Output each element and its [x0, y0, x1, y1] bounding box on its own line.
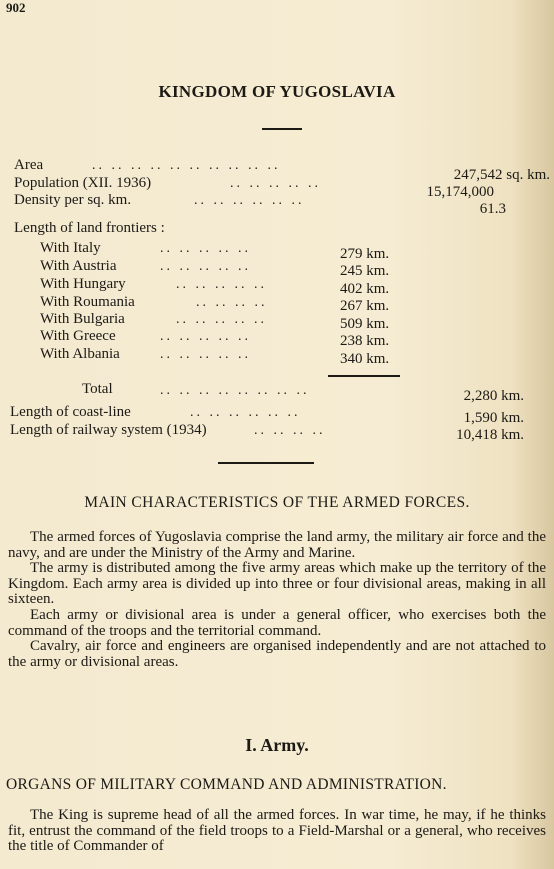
frontiers-label: Length of land frontiers : — [14, 220, 165, 236]
body-text-continued — [8, 808, 546, 855]
leader-dots: .. .. .. .. — [254, 423, 326, 438]
frontier-value: 402 km. — [340, 281, 390, 297]
density-label: Density per sq. km. — [14, 192, 132, 208]
frontier-value: 509 km. — [340, 316, 390, 332]
frontier-label: With Roumania — [40, 294, 135, 310]
population-value: 15,174,000 — [426, 184, 494, 200]
leader-dots: .. .. .. .. .. .. — [194, 193, 305, 208]
railway-label: Length of railway system (1934) — [10, 422, 207, 438]
section-divider — [218, 462, 314, 464]
leader-dots: .. .. .. .. .. — [160, 259, 251, 274]
frontier-label: With Bulgaria — [40, 311, 125, 327]
paragraph: The armed forces of Yugoslavia comprise the land army, the military air force and the navy, and are under the Ministry of the Army and Marine. — [8, 529, 546, 561]
body-text — [8, 530, 546, 670]
coast-value: 1,590 km. — [463, 410, 524, 426]
org-heading: ORGANS OF MILITARY COMMAND AND ADMINISTRATION. — [6, 776, 447, 793]
railway-value: 10,418 km. — [456, 427, 524, 443]
sum-rule — [328, 375, 400, 377]
paragraph: The army is distributed among the five army areas which make up the territory of the Kingdom. Each army area is divided up into three or four divisional areas, making in all sixteen. — [8, 560, 546, 608]
leader-dots: .. .. .. .. .. .. — [190, 405, 301, 420]
frontier-label: With Italy — [40, 240, 101, 256]
leader-dots: .. .. .. .. — [196, 295, 268, 310]
frontier-value: 245 km. — [340, 263, 390, 279]
leader-dots: .. .. .. .. .. — [176, 277, 267, 292]
leader-dots: .. .. .. .. .. — [160, 329, 251, 344]
coast-label: Length of coast-line — [10, 404, 131, 420]
frontier-label: With Greece — [40, 328, 116, 344]
total-value: 2,280 km. — [463, 388, 524, 404]
frontier-label: With Austria — [40, 258, 117, 274]
leader-dots: .. .. .. .. .. — [160, 347, 251, 362]
frontier-label: With Albania — [40, 346, 120, 362]
density-value: 61.3 — [479, 201, 506, 217]
frontier-value: 279 km. — [340, 246, 390, 262]
leader-dots: .. .. .. .. .. — [160, 241, 251, 256]
paragraph: The King is supreme head of all the armed forces. In war time, he may, if he thinks fit, entrust the command of the field troops to a Field-Marshal or a general, who receives the title of Commander of — [8, 807, 546, 855]
page-number: 902 — [6, 0, 26, 15]
population-label: Population (XII. 1936) — [14, 175, 152, 191]
frontier-value: 238 km. — [340, 333, 390, 349]
area-value: 247,542 sq. km. — [453, 167, 550, 183]
frontier-value: 340 km. — [340, 351, 390, 367]
army-heading: I. Army. — [245, 735, 309, 755]
leader-dots: .. .. .. .. .. — [176, 312, 267, 327]
paragraph: Cavalry, air force and engineers are organised independently and are not attached to the army or divisional areas. — [8, 638, 546, 670]
title-rule — [262, 128, 302, 130]
leader-dots: .. .. .. .. .. .. .. .. — [160, 383, 310, 398]
page-title: KINGDOM OF YUGOSLAVIA — [158, 82, 396, 101]
paragraph: Each army or divisional area is under a general officer, who exercises both the command of the troops and the territorial command. — [8, 606, 546, 639]
section-title: MAIN CHARACTERISTICS OF THE ARMED FORCES. — [84, 494, 470, 511]
leader-dots: .. .. .. .. .. — [230, 176, 321, 191]
total-label: Total — [82, 381, 113, 397]
frontier-label: With Hungary — [40, 276, 126, 292]
leader-dots: .. .. .. .. .. .. .. .. .. .. — [92, 158, 281, 173]
area-label: Area — [14, 157, 44, 173]
frontier-value: 267 km. — [340, 298, 390, 314]
